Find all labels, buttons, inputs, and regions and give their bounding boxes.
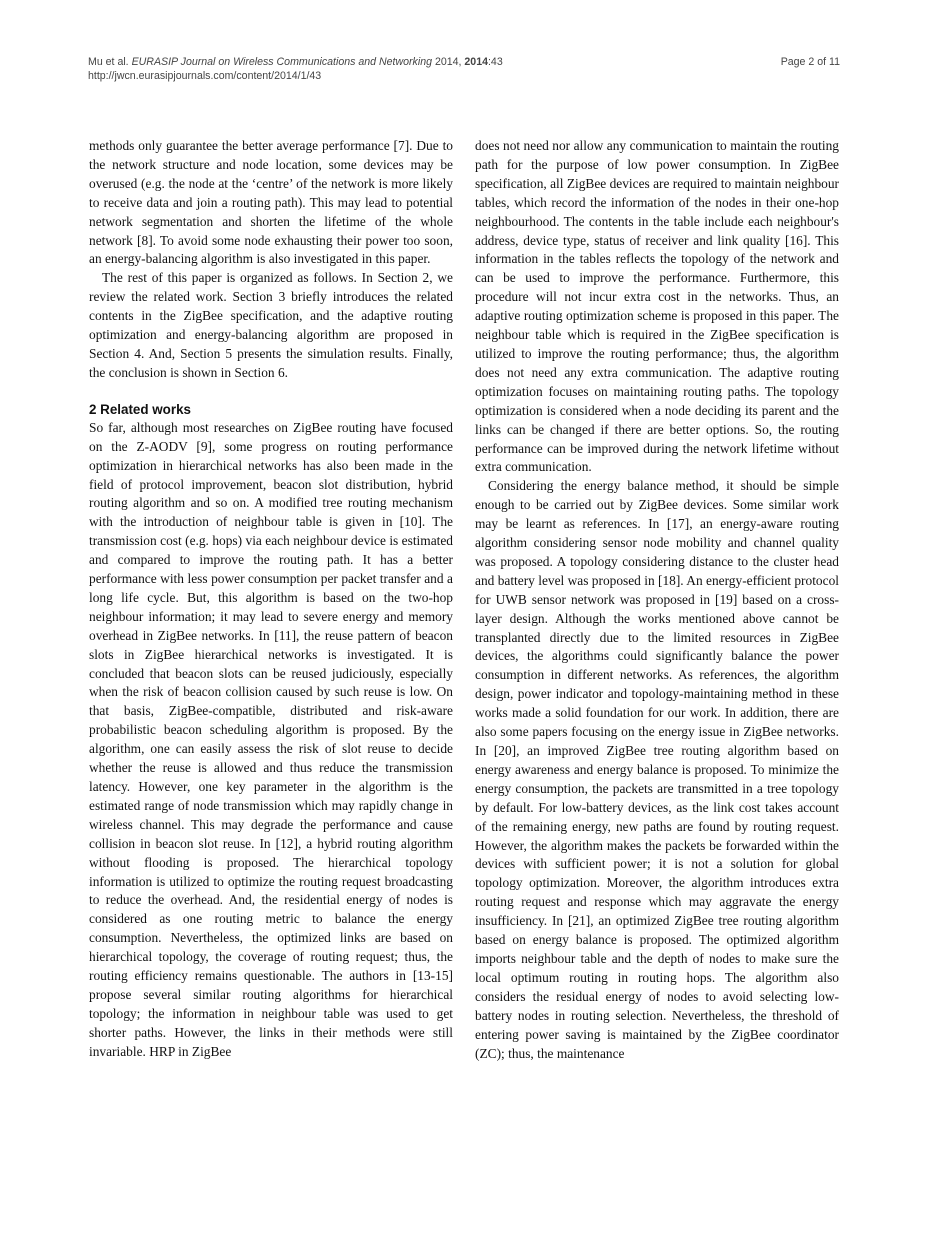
header-volume: 2014 <box>464 56 488 68</box>
paragraph: The rest of this paper is organized as follows. In Section 2, we review the related work. Section 3 briefly introduces the related contents in the ZigBee specification, and the adaptive routing optimization and energy-balancing algorithm are proposed in Section 4. And, Section 5 presents the simulation results. Finally, the conclusion is shown in Section 6. <box>89 270 453 380</box>
section-heading: 2 Related works <box>89 401 191 417</box>
header-url[interactable]: http://jwcn.eurasipjournals.com/content/2014/1/43 <box>88 70 322 82</box>
header-year: 2014, <box>434 56 462 68</box>
citation-line <box>88 55 503 70</box>
paragraph: So far, although most researches on ZigBee routing have focused on the Z-AODV [9], some progress on routing performance optimization in hierarchical networks has also been made in the field of protocol improvement, beacon slot distribution, hybrid routing algorithm and so on. A modified tree routing mechanism with the introduction of neighbour table is given in [10]. The transmission cost (e.g. hops) via each neighbour device is estimated and compared to improve the routing path. It has a better performance with less power consumption per packet transfer and a long life cycle. But, this algorithm is based on the two-hop neighbour information; it may lead to severe energy and memory overhead in ZigBee networks. In [11], the reuse pattern of beacon slots in ZigBee hierarchical networks is investigated. It is concluded that beacon slots can be reused judiciously, especially when the risk of beacon collision caused by such reuse is low. On that basis, ZigBee-compatible, distributed and risk-aware probabilistic beacon scheduling algorithm is proposed. By the algorithm, one can easily assess the risk of slot reuse to decide whether the reuse is allowed and thus reduce the transmission latency. However, one key parameter in the algorithm is the estimated range of node transmission which may rapidly change in wireless channel. This may degrade the performance and cause collision in beacon slot reuse. In [12], a hybrid routing algorithm without flooding is proposed. The hierarchical topology information is utilized to optimize the routing request broadcasting to reduce the overhead. And, the residential energy of nodes is considered as one routing metric to balance the energy consumption. Nevertheless, the optimized links are based on hierarchical topology, the coverage of routing request; thus, the routing efficiency remains questionable. The authors in [13-15] propose several similar routing algorithms for hierarchical topology; the information in neighbour table was used to get shorter paths. However, the links in their methods were still invariable. HRP in ZigBee <box>89 419 453 1059</box>
left-column <box>89 137 453 1062</box>
header-article: :43 <box>487 56 503 68</box>
paragraph: methods only guarantee the better average performance [7]. Due to the network structure and node location, some devices may be overused (e.g. the node at the ‘centre’ of the network is more likely to receive data and join a routing path). This may lead to potential network segmentation and shorten the lifetime of the whole network [8]. To avoid some node exhausting their power too soon, an energy-balancing algorithm is also investigated in this paper. <box>89 138 453 267</box>
header-journal: EURASIP Journal on Wireless Communications and Networking <box>131 56 432 68</box>
paragraph: does not need nor allow any communication to maintain the routing path for the purpose of low power consumption. In ZigBee specification, all ZigBee devices are required to maintain neighbour tables, which record the information of the nodes in their one-hop neighbourhood. The contents in the table include each neighbour's address, device type, status of receiver and link quality [16]. This information in the tables reflects the topology of the network and can be used to improve the performance. Furthermore, this procedure will not incur extra cost in the networks. Thus, an adaptive routing optimization scheme is proposed in this paper. The neighbour table which is required in the ZigBee specification is utilized to improve the routing performance; thus, the algorithm does not need any extra communication. The adaptive routing optimization focuses on maintaining routing paths. The topology optimization is considered when a node deciding its parent and the links can be changed if there are better options. So, the routing performance can be improved during the network lifetime without extra communication. <box>475 138 840 475</box>
paragraph: Considering the energy balance method, it should be simple enough to be carried out by ZigBee devices. Some similar work may be learnt as references. In [17], an energy-aware routing algorithm considering sensor node mobility and channel quality was proposed. A topology considering distance to the cluster head and battery level was proposed in [18]. An energy-efficient protocol for UWB sensor network was proposed in [19] based on a cross-layer design. Although the works mentioned above cannot be transplanted directly due to the limited resources in ZigBee devices, the algorithms could significantly balance the power consumption in different networks. As references, the algorithm design, power indicator and topology-maintaining method in these works made a solid foundation for our work. In addition, there are also some papers focusing on the energy issue in ZigBee networks. In [20], an improved ZigBee tree routing algorithm based on energy awareness and energy balance is proposed. To minimize the energy consumption, the packets are transmitted in a tree topology by default. For low-battery devices, as the link cost takes account of the remaining energy, new paths are found by routing request. However, the algorithm makes the packets be forwarded within the devices with sufficient power; it is not a solution for global topology optimization. Moreover, the algorithm introduces extra routing request and response which may aggravate the energy insufficiency. In [21], an optimized ZigBee tree routing algorithm based on energy balance is proposed. The optimized algorithm imports neighbour table and the depth of nodes to make sure the local optimum routing in routing hops. The algorithm also considers the residual energy of nodes to avoid selecting low-battery nodes in routing selection. Nevertheless, the threshold of entering power saving is maintained by the ZigBee coordinator (ZC); thus, the maintenance <box>475 478 839 1061</box>
right-column <box>475 137 839 1063</box>
page-number: Page 2 of 11 <box>780 56 840 68</box>
header-authors: Mu et al. <box>88 56 129 68</box>
